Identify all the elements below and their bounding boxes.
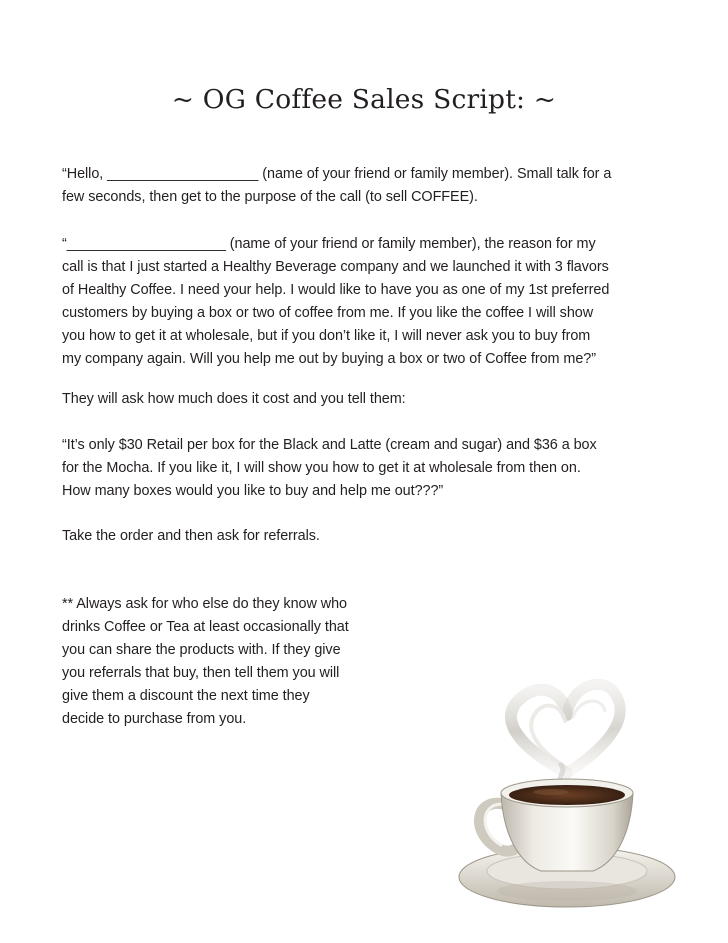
page-title: ~ OG Coffee Sales Script: ~ [171, 84, 557, 115]
pricing-paragraph [62, 434, 672, 503]
referral-note-paragraph [62, 593, 392, 731]
text-line: customers by buying a box or two of coffee from me. If you like the coffee I will show [62, 305, 594, 321]
text-line: “It’s only $30 Retail per box for the Black and Latte (cream and sugar) and $36 a box [62, 437, 597, 453]
text-line: How many boxes would you like to buy and help me out???” [62, 483, 444, 499]
text-line: call is that I just started a Healthy Beverage company and we launched it with 3 flavors [62, 259, 609, 275]
text-line: give them a discount the next time they [62, 688, 310, 704]
coffee-cup-with-heart-steam-icon [455, 655, 685, 925]
text-line: for the Mocha. If you like it, I will show you how to get it at wholesale from then on. [62, 460, 581, 476]
text-line: Take the order and then ask for referrals. [62, 528, 320, 544]
text-line: you referrals that buy, then tell them you will [62, 665, 340, 681]
text-line: few seconds, then get to the purpose of the call (to sell COFFEE). [62, 189, 478, 205]
pitch-paragraph [62, 233, 672, 371]
greeting-paragraph [62, 163, 672, 209]
text-line: you can share the products with. If they give [62, 642, 341, 658]
coffee-surface [509, 785, 625, 805]
text-line: ** Always ask for who else do they know who [62, 596, 348, 612]
text-line: drinks Coffee or Tea at least occasionally that [62, 619, 349, 635]
text-line: “Hello, ___________________ (name of your friend or family member). Small talk for a [62, 166, 612, 182]
steam-heart [511, 684, 620, 785]
text-line: of Healthy Coffee. I need your help. I would like to have you as one of my 1st preferred [62, 282, 610, 298]
text-line: “____________________ (name of your friend or family member), the reason for my [62, 236, 596, 252]
text-line: my company again. Will you help me out by buying a box or two of Coffee from me?” [62, 351, 596, 367]
take-order-paragraph [62, 525, 672, 548]
text-line: you how to get it at wholesale, but if you don’t like it, I will never ask you to buy from [62, 328, 591, 344]
cost-question-paragraph [62, 388, 672, 411]
text-line: They will ask how much does it cost and you tell them: [62, 391, 406, 407]
text-line: decide to purchase from you. [62, 711, 247, 727]
